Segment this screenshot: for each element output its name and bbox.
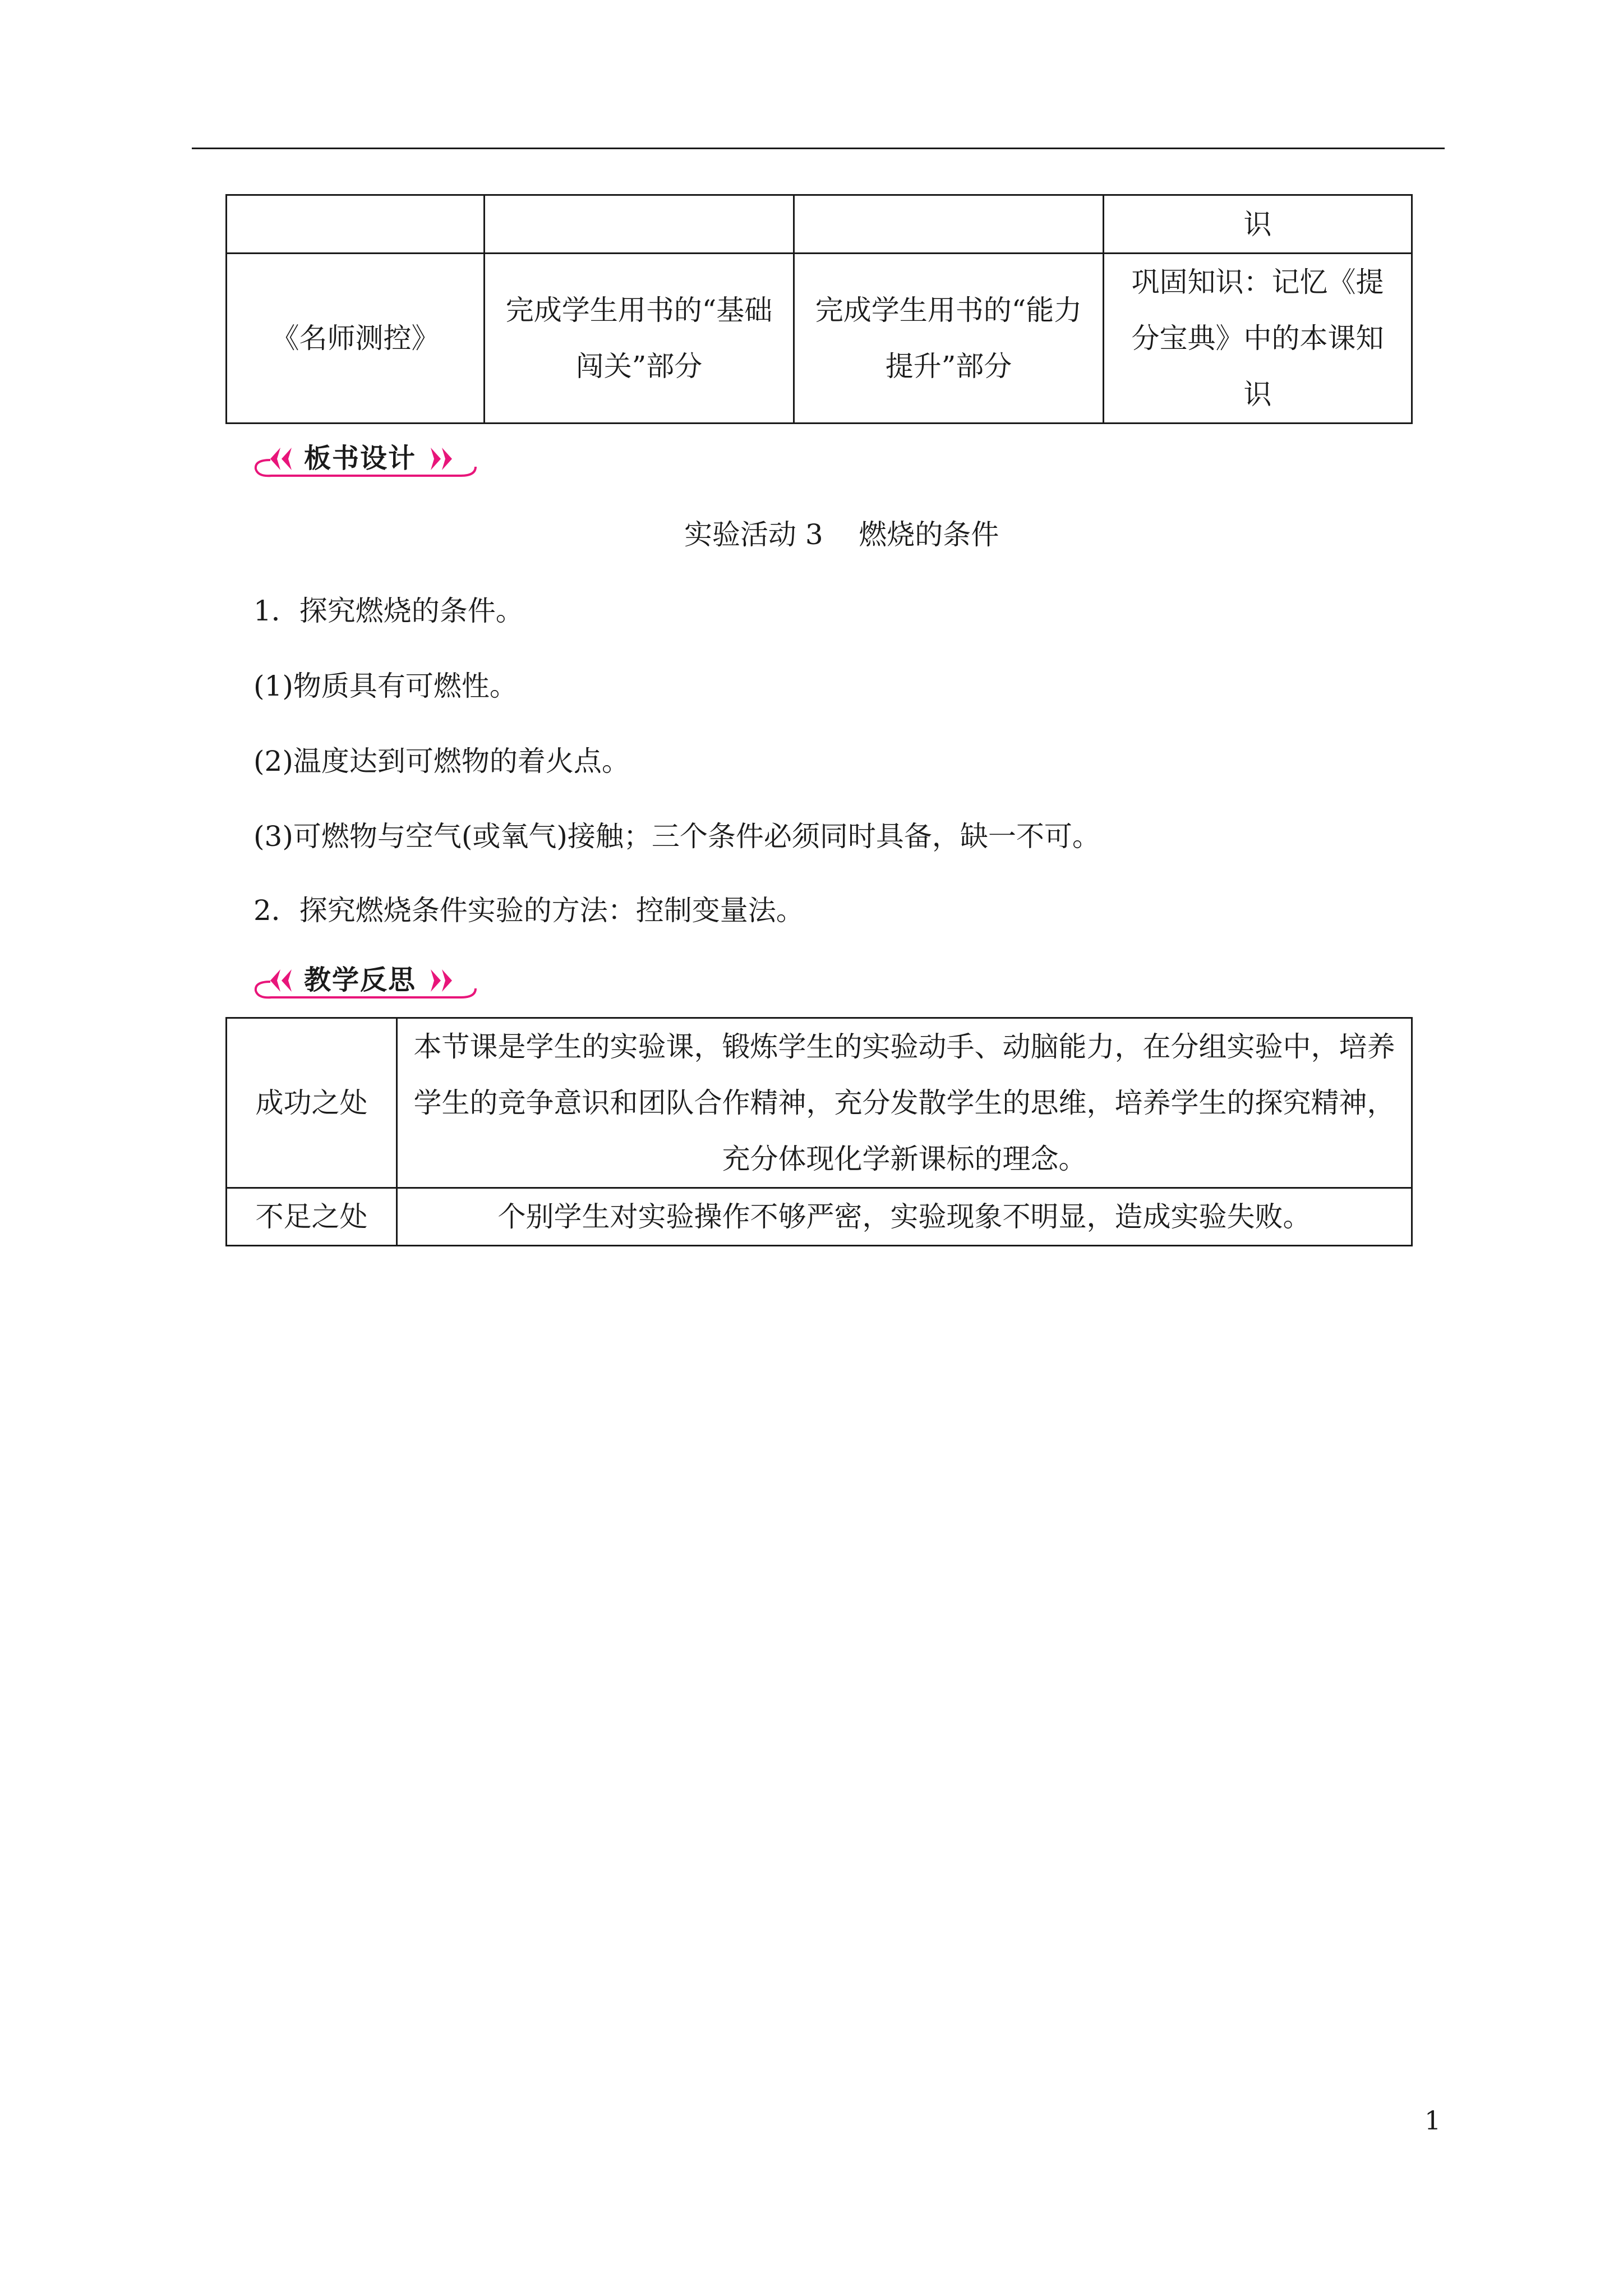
board-line: (3)可燃物与空气(或氧气)接触；三个条件必须同时具备，缺一不可。 xyxy=(253,820,1100,853)
table-cell: 识 xyxy=(1104,195,1412,254)
header-rule xyxy=(192,148,1445,149)
reflection-content: 个别学生对实验操作不够严密，实验现象不明显，造成实验失败。 xyxy=(397,1188,1412,1246)
table-cell xyxy=(485,195,794,254)
table-cell: 完成学生用书的“能力提升”部分 xyxy=(794,254,1104,424)
board-line: 2．探究燃烧条件实验的方法：控制变量法。 xyxy=(253,894,804,927)
table-cell: 巩固知识：记忆《提分宝典》中的本课知识 xyxy=(1104,254,1412,424)
table-cell xyxy=(227,195,485,254)
reflection-table xyxy=(225,1017,1413,1246)
section-label: 教学反思 xyxy=(304,964,417,996)
section-badge-teaching-reflection xyxy=(253,961,478,1001)
board-line: (2)温度达到可燃物的着火点。 xyxy=(253,745,630,777)
reflection-label: 不足之处 xyxy=(227,1188,397,1246)
table-row xyxy=(227,1188,1412,1246)
board-title: 实验活动 3 燃烧的条件 xyxy=(684,518,999,551)
board-line: 1．探究燃烧的条件。 xyxy=(253,595,524,627)
table-cell: 《名师测控》 xyxy=(227,254,485,424)
table-cell: 完成学生用书的“基础闯关”部分 xyxy=(485,254,794,424)
table-row xyxy=(227,195,1412,254)
activity-table xyxy=(225,194,1413,424)
table-cell xyxy=(794,195,1104,254)
section-label: 板书设计 xyxy=(304,443,417,474)
reflection-label: 成功之处 xyxy=(227,1018,397,1188)
table-row xyxy=(227,1018,1412,1188)
board-line: (1)物质具有可燃性。 xyxy=(253,670,518,702)
page-number: 1 xyxy=(1424,2105,1441,2136)
table-row xyxy=(227,254,1412,424)
reflection-content: 本节课是学生的实验课，锻炼学生的实验动手、动脑能力，在分组实验中，培养学生的竞争意识和团队合作精神，充分发散学生的思维，培养学生的探究精神，充分体现化学新课标的理念。 xyxy=(397,1018,1412,1188)
section-badge-board-design xyxy=(253,440,478,479)
